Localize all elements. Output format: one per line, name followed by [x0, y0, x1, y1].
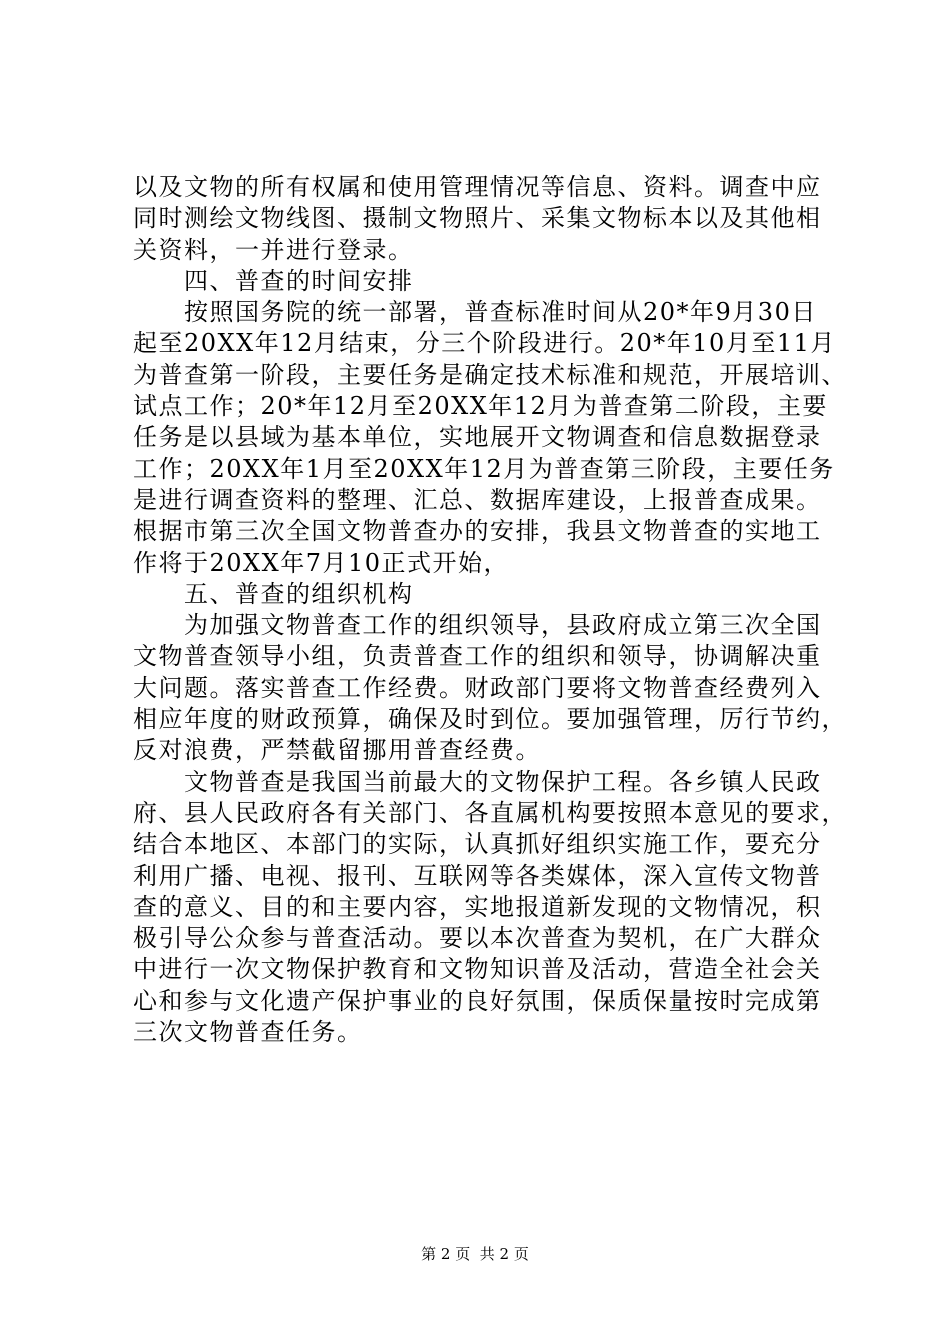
document-body	[133, 172, 847, 1048]
text-line: 文物普查领导小组，负责普查工作的组织和领导，协调解决重	[133, 642, 822, 671]
text-line: 起至20XX年12月结束，分三个阶段进行。20*年10月至11月	[133, 329, 836, 358]
text-line: 同时测绘文物线图、摄制文物照片、采集文物标本以及其他相	[133, 204, 822, 233]
text-line: 作将于20XX年7月10正式开始，	[133, 548, 510, 577]
text-line: 试点工作；20*年12月至20XX年12月为普查第二阶段，主要	[133, 392, 828, 421]
text-line: 关资料，一并进行登录。	[133, 235, 414, 264]
text-line: 利用广播、电视、报刊、互联网等各类媒体，深入宣传文物普	[133, 861, 822, 890]
text-line: 以及文物的所有权属和使用管理情况等信息、资料。调查中应	[133, 173, 822, 201]
text-line: 相应年度的财政预算，确保及时到位。要加强管理，厉行节约，	[133, 705, 847, 734]
text-line: 文物普查是我国当前最大的文物保护工程。各乡镇人民政	[133, 767, 822, 796]
section-heading: 四、普查的时间安排	[133, 266, 414, 295]
section-heading: 五、普查的组织机构	[133, 579, 414, 608]
text-line: 任务是以县域为基本单位，实地展开文物调查和信息数据登录	[133, 423, 822, 452]
text-line: 按照国务院的统一部署，普查标准时间从20*年9月30日	[133, 298, 817, 327]
page-footer: 第 2 页 共 2 页	[421, 1245, 529, 1263]
text-line: 心和参与文化遗产保护事业的良好氛围，保质保量按时完成第	[133, 986, 822, 1015]
text-line: 查的意义、目的和主要内容，实地报道新发现的文物情况，积	[133, 892, 822, 921]
text-line: 中进行一次文物保护教育和文物知识普及活动，营造全社会关	[133, 955, 822, 984]
text-line: 三次文物普查任务。	[133, 1018, 363, 1047]
text-line: 结合本地区、本部门的实际，认真抓好组织实施工作，要充分	[133, 830, 822, 859]
text-line: 为加强文物普查工作的组织领导，县政府成立第三次全国	[133, 611, 822, 640]
text-line: 是进行调查资料的整理、汇总、数据库建设，上报普查成果。	[133, 485, 822, 514]
text-line: 反对浪费，严禁截留挪用普查经费。	[133, 736, 541, 765]
text-line: 极引导公众参与普查活动。要以本次普查为契机，在广大群众	[133, 924, 822, 953]
text-line: 为普查第一阶段，主要任务是确定技术标准和规范，开展培训、	[133, 360, 847, 389]
text-line: 大问题。落实普查工作经费。财政部门要将文物普查经费列入	[133, 673, 822, 702]
text-line: 府、县人民政府各有关部门、各直属机构要按照本意见的要求，	[133, 798, 847, 827]
text-line: 根据市第三次全国文物普查办的安排，我县文物普查的实地工	[133, 517, 822, 546]
text-line: 工作；20XX年1月至20XX年12月为普查第三阶段，主要任务	[133, 454, 835, 483]
